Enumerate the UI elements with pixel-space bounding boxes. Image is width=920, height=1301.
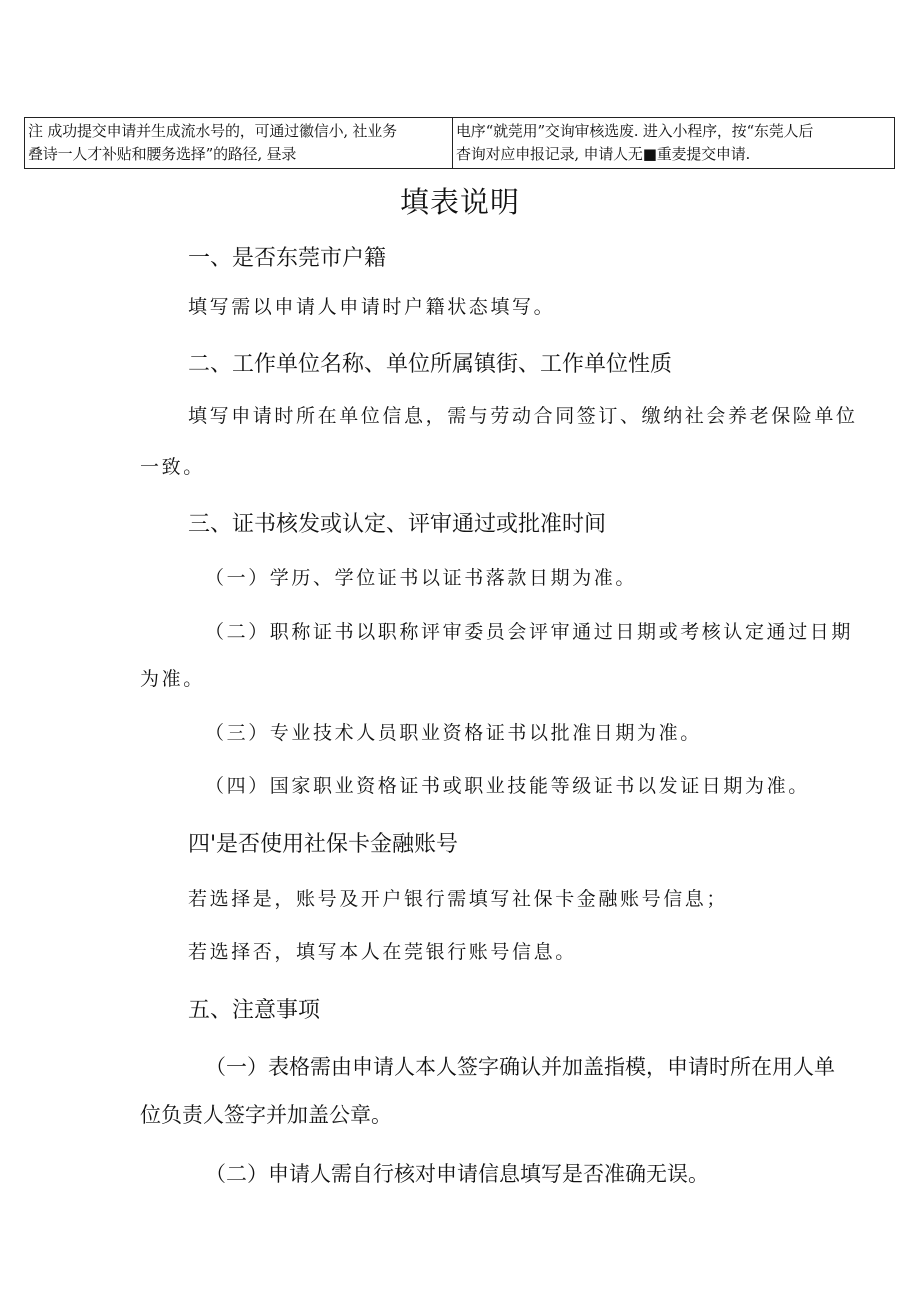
section-3-item-2-line-1: （二）职称证书以职称评审委员会评审通过日期或考核认定通过日期: [205, 621, 854, 643]
note-left-line-2: 叠诗一人才补贴和腰务选择”的路径, 昼录: [28, 145, 297, 163]
section-3-heading: 三、证书核发或认定、评审通过或批准时间: [188, 512, 607, 537]
note-cell-right: [453, 118, 894, 168]
section-5-item-1-line-1: （一）表格需由申请人本人签字确认并加盖指模，申请时所在用人单: [205, 1055, 835, 1079]
section-5-heading: 五、注意事项: [188, 998, 321, 1023]
section-5-item-1-line-2: 位负责人签字并加盖公章。: [140, 1103, 392, 1127]
section-2-paragraph-line-1: 填写申请时所在单位信息，需与劳动合同签订、缴纳社会养老保险单位: [188, 405, 858, 427]
section-5-item-2: （二）申请人需自行核对申请信息填写是否准确无误。: [205, 1162, 709, 1186]
section-4-heading: 四'是否使用社保卡金融账号: [188, 832, 459, 857]
section-3-item-3: （三）专业技术人员职业资格证书以批准日期为准。: [205, 722, 702, 744]
section-3-item-4: （四）国家职业资格证书或职业技能等级证书以发证日期为准。: [205, 775, 810, 797]
section-4-paragraph-1: 若选择是，账号及开户银行需填写社保卡金融账号信息；: [188, 888, 729, 910]
note-right-line-1: 电序“就莞用”交询审核选废. 进入小程序，按“东莞人后: [456, 122, 814, 140]
section-2-heading: 二、工作单位名称、单位所属镇街、工作单位性质: [188, 352, 673, 377]
note-table: [24, 117, 895, 169]
section-3-item-1: （一）学历、学位证书以证书落款日期为准。: [205, 567, 638, 589]
note-cell-left: [25, 118, 453, 168]
section-1-paragraph: 填写需以申请人申请时户籍状态填写。: [188, 296, 556, 318]
section-4-paragraph-2: 若选择否，填写本人在莞银行账号信息。: [188, 941, 577, 963]
section-1-heading: 一、是否东莞市户籍: [188, 246, 387, 271]
section-3-item-2-line-2: 为准。: [140, 668, 205, 690]
section-2-paragraph-line-2: 一致。: [140, 456, 205, 478]
document-title: 填表说明: [399, 185, 520, 219]
note-right-line-2: 杳询对应申报记录, 申请人无■重麦提交申请.: [456, 145, 751, 163]
note-left-line-1: 注 成功提交申请并生成流水号的，可通过徽信小, 社业务: [28, 122, 397, 140]
